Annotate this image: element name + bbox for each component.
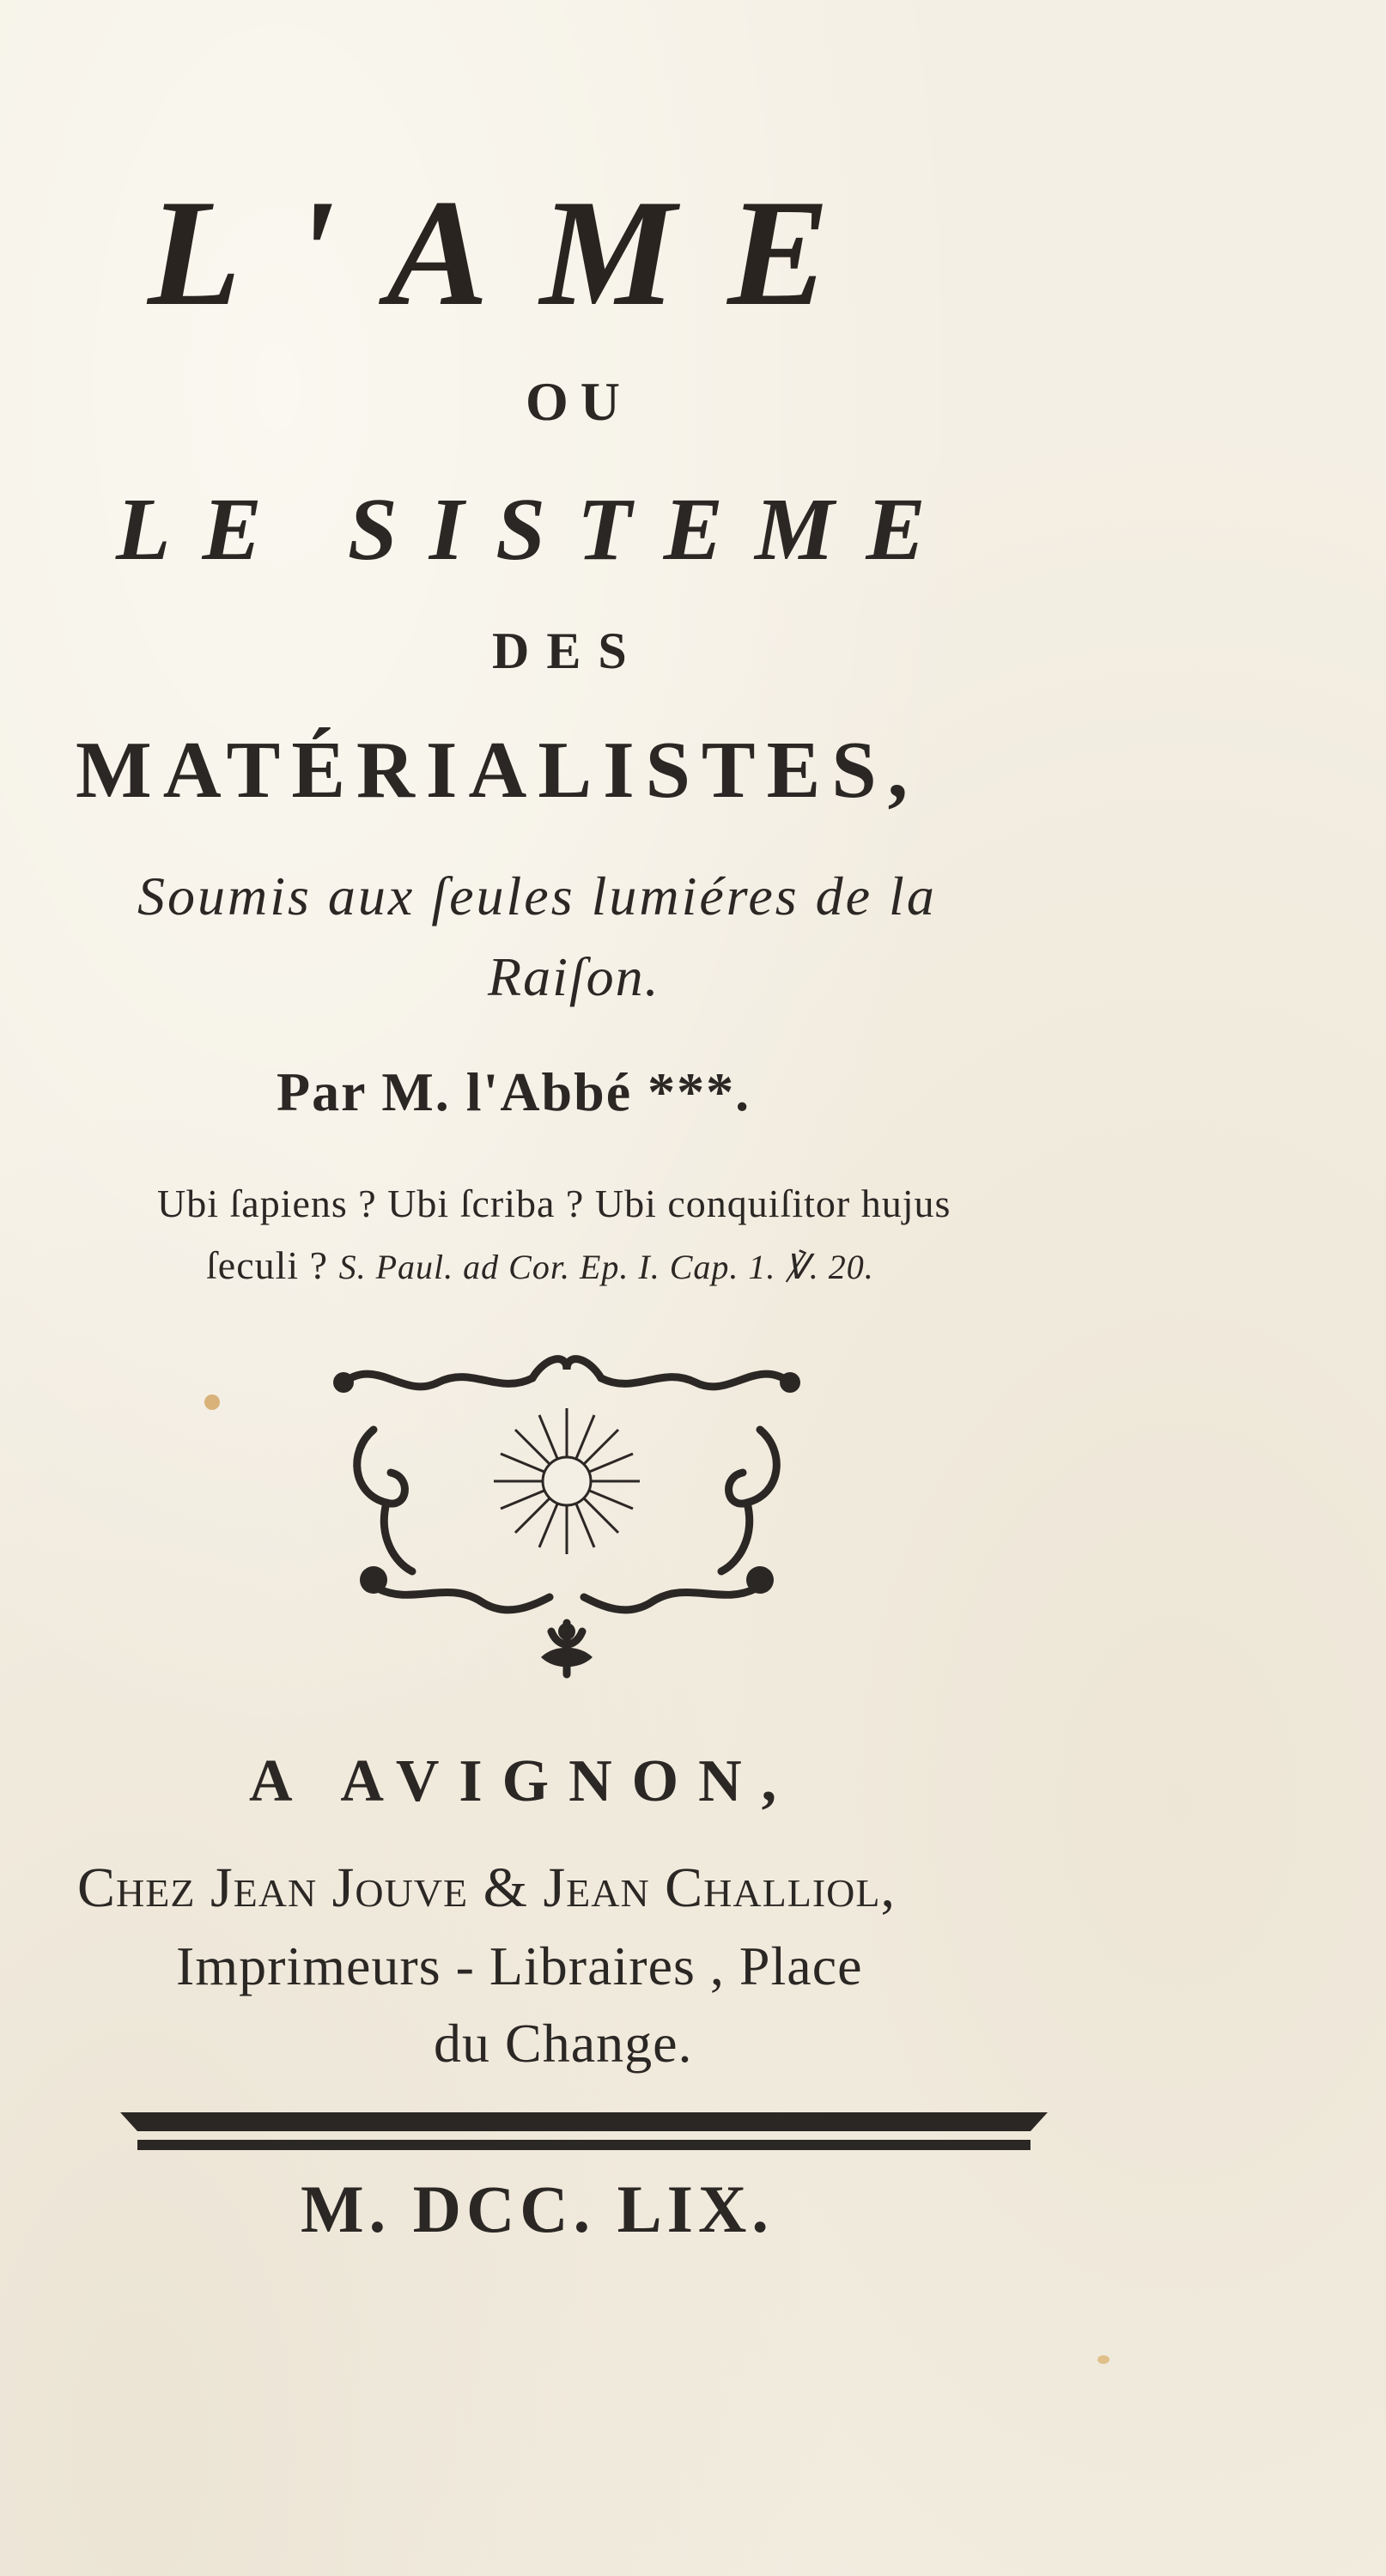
paper-speck xyxy=(204,1394,220,1410)
paper-speck xyxy=(1097,2355,1109,2364)
sunburst-cartouche-ornament-icon xyxy=(326,1348,807,1700)
epigraph-citation: S. Paul. ad Cor. Ep. I. Cap. 1. ℣. 20. xyxy=(338,1248,874,1286)
subtitle-line-1: Soumis aux ſeules lumiéres de la xyxy=(137,866,937,927)
author-line: Par M. l'Abbé ***. xyxy=(277,1061,751,1122)
imprint-printer-line-3: du Change. xyxy=(434,2013,693,2074)
title-connector: OU xyxy=(526,371,632,432)
title-line-des: DES xyxy=(492,623,644,679)
epigraph-line-2 xyxy=(206,1243,1386,1287)
publication-date: M. DCC. LIX. xyxy=(301,2172,774,2246)
imprint-place: A AVIGNON, xyxy=(249,1748,797,1814)
subtitle-line-2: Raiſon. xyxy=(488,946,660,1007)
title-line-sisteme: LE SISTEME xyxy=(116,480,957,579)
book-title: L'AME xyxy=(148,167,881,337)
imprint-printer-line-2: Imprimeurs - Libraires , Place xyxy=(176,1935,863,1996)
epigraph-line-1: Ubi ſapiens ? Ubi ſcriba ? Ubi conquiſitor hujus xyxy=(157,1182,951,1225)
title-line-materialistes: MATÉRIALISTES, xyxy=(76,726,920,815)
epigraph-text: ſeculi ? xyxy=(206,1243,339,1287)
double-rule-divider xyxy=(120,2105,1048,2159)
imprint-printer-line-1: Chez Jean Jouve & Jean Challiol, xyxy=(77,1856,896,1919)
